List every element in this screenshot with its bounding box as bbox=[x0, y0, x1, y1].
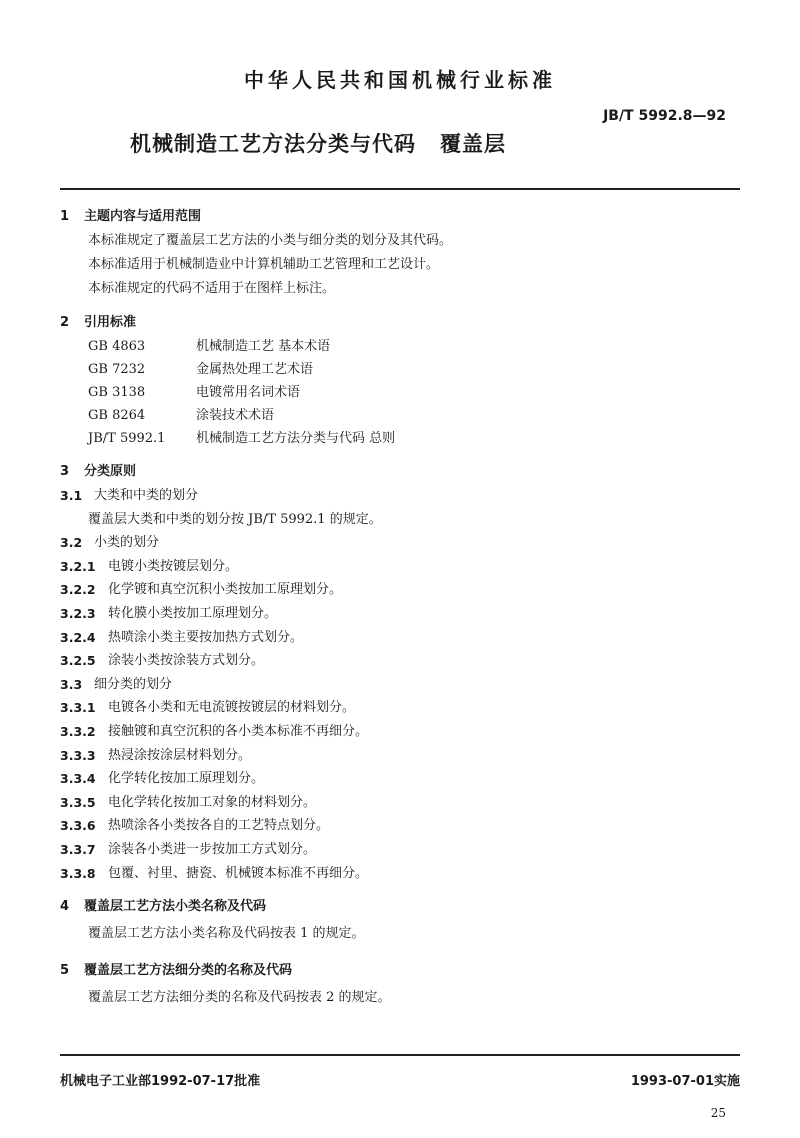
clause-row bbox=[60, 602, 750, 626]
clause-text: 接触镀和真空沉积的各小类本标准不再细分。 bbox=[108, 723, 369, 739]
clause-number: 3.2.4 bbox=[60, 629, 96, 645]
clause-text: 涂装小类按涂装方式划分。 bbox=[108, 653, 265, 669]
section-title: 分类原则 bbox=[84, 464, 137, 479]
page-number: 25 bbox=[710, 1106, 726, 1120]
clause-text: 电镀各小类和无电流镀按镀层的材料划分。 bbox=[108, 700, 356, 716]
section-number: 5 bbox=[60, 963, 70, 979]
clause-row bbox=[60, 673, 750, 697]
clause-row bbox=[60, 531, 750, 555]
section-number: 3 bbox=[60, 464, 70, 479]
reference-code: GB 3138 bbox=[88, 385, 146, 400]
section-2-heading bbox=[60, 311, 750, 335]
paragraph: 本标准规定了覆盖层工艺方法的小类与细分类的划分及其代码。 bbox=[88, 233, 453, 248]
clause-number: 3.3.7 bbox=[60, 841, 96, 857]
clause-text: 小类的划分 bbox=[94, 535, 160, 551]
clause-row bbox=[60, 744, 750, 768]
clause-number: 3.3.2 bbox=[60, 723, 96, 739]
clause-paragraph: 覆盖层大类和中类的划分按 JB/T 5992.1 的规定。 bbox=[88, 511, 382, 527]
clause-row bbox=[60, 578, 750, 602]
clause-row bbox=[60, 555, 750, 579]
section-title: 覆盖层工艺方法细分类的名称及代码 bbox=[84, 963, 293, 979]
clause-text: 化学镀和真空沉积小类按加工原理划分。 bbox=[108, 582, 343, 598]
clause-text: 热喷涂各小类按各自的工艺特点划分。 bbox=[108, 818, 330, 834]
clause-row bbox=[60, 720, 750, 744]
clause-number: 3.3.6 bbox=[60, 818, 96, 834]
clause-text: 细分类的划分 bbox=[94, 676, 173, 692]
clause-row bbox=[60, 649, 750, 673]
reference-code: JB/T 5992.1 bbox=[88, 431, 166, 446]
document-title-main: 机械制造工艺方法分类与代码 bbox=[130, 132, 416, 156]
clause-text: 转化膜小类按加工原理划分。 bbox=[108, 605, 278, 621]
approval-date: 机械电子工业部1992-07-17批准 bbox=[60, 1074, 261, 1089]
clause-row bbox=[60, 696, 750, 720]
section-number: 1 bbox=[60, 209, 70, 224]
footer-divider bbox=[60, 1054, 740, 1056]
clause-row bbox=[60, 626, 750, 650]
section-1-heading bbox=[60, 205, 750, 229]
section-number: 4 bbox=[60, 899, 70, 915]
section-4-heading bbox=[60, 895, 750, 919]
paragraph: 本标准适用于机械制造业中计算机辅助工艺管理和工艺设计。 bbox=[88, 257, 440, 272]
paragraph: 本标准规定的代码不适用于在图样上标注。 bbox=[88, 281, 336, 296]
clause-number: 3.3.5 bbox=[60, 794, 96, 810]
reference-name: 机械制造工艺方法分类与代码 总则 bbox=[196, 431, 396, 446]
reference-row bbox=[60, 427, 750, 450]
document-body bbox=[60, 205, 750, 1013]
org-title: 中华人民共和国机械行业标准 bbox=[244, 68, 556, 92]
clause-row bbox=[60, 814, 750, 838]
clause-number: 3.2 bbox=[60, 535, 83, 551]
effective-date: 1993-07-01实施 bbox=[630, 1074, 740, 1089]
reference-code: GB 8264 bbox=[88, 408, 146, 423]
reference-code: GB 4863 bbox=[88, 339, 146, 354]
reference-code: GB 7232 bbox=[88, 362, 146, 377]
clause-text: 电化学转化按加工对象的材料划分。 bbox=[108, 794, 317, 810]
section-number: 2 bbox=[60, 315, 70, 330]
clause-number: 3.2.5 bbox=[60, 653, 96, 669]
section-title: 主题内容与适用范围 bbox=[84, 209, 202, 224]
clause-row bbox=[60, 767, 750, 791]
clause-text: 热浸涂按涂层材料划分。 bbox=[108, 747, 252, 763]
reference-row bbox=[60, 335, 750, 358]
clause-text: 化学转化按加工原理划分。 bbox=[108, 771, 265, 787]
clause-number: 3.3.1 bbox=[60, 700, 96, 716]
clause-text: 热喷涂小类主要按加热方式划分。 bbox=[108, 629, 304, 645]
clause-number: 3.2.1 bbox=[60, 558, 96, 574]
reference-name: 金属热处理工艺术语 bbox=[196, 362, 314, 377]
header-divider bbox=[60, 188, 740, 190]
paragraph: 覆盖层工艺方法小类名称及代码按表 1 的规定。 bbox=[88, 926, 365, 942]
clause-row bbox=[60, 484, 750, 508]
reference-name: 涂装技术术语 bbox=[196, 408, 275, 423]
paragraph: 覆盖层工艺方法细分类的名称及代码按表 2 的规定。 bbox=[88, 990, 391, 1006]
clause-text: 包覆、衬里、搪瓷、机械镀本标准不再细分。 bbox=[108, 865, 369, 881]
clause-text: 涂装各小类进一步按加工方式划分。 bbox=[108, 841, 317, 857]
clause-number: 3.3.4 bbox=[60, 771, 96, 787]
document-title bbox=[130, 128, 506, 158]
clause-number: 3.3.3 bbox=[60, 747, 96, 763]
clause-text: 电镀小类按镀层划分。 bbox=[108, 558, 239, 574]
clause-number: 3.3 bbox=[60, 676, 83, 692]
clause-number: 3.3.8 bbox=[60, 865, 96, 881]
standard-code: JB/T 5992.8—92 bbox=[603, 108, 726, 124]
document-title-sub: 覆盖层 bbox=[440, 132, 506, 156]
clause-number: 3.2.2 bbox=[60, 582, 96, 598]
clause-row bbox=[60, 791, 750, 815]
reference-name: 机械制造工艺 基本术语 bbox=[196, 339, 331, 354]
clause-row bbox=[60, 862, 750, 886]
section-5-heading bbox=[60, 959, 750, 983]
section-title: 覆盖层工艺方法小类名称及代码 bbox=[84, 899, 267, 915]
reference-row bbox=[60, 404, 750, 427]
clause-row bbox=[60, 838, 750, 862]
clause-text: 大类和中类的划分 bbox=[94, 488, 199, 503]
clause-number: 3.1 bbox=[60, 488, 83, 503]
section-3-heading bbox=[60, 460, 750, 484]
clause-number: 3.2.3 bbox=[60, 605, 96, 621]
reference-name: 电镀常用名词术语 bbox=[196, 385, 301, 400]
reference-row bbox=[60, 358, 750, 381]
reference-row bbox=[60, 381, 750, 404]
section-title: 引用标准 bbox=[84, 315, 137, 330]
